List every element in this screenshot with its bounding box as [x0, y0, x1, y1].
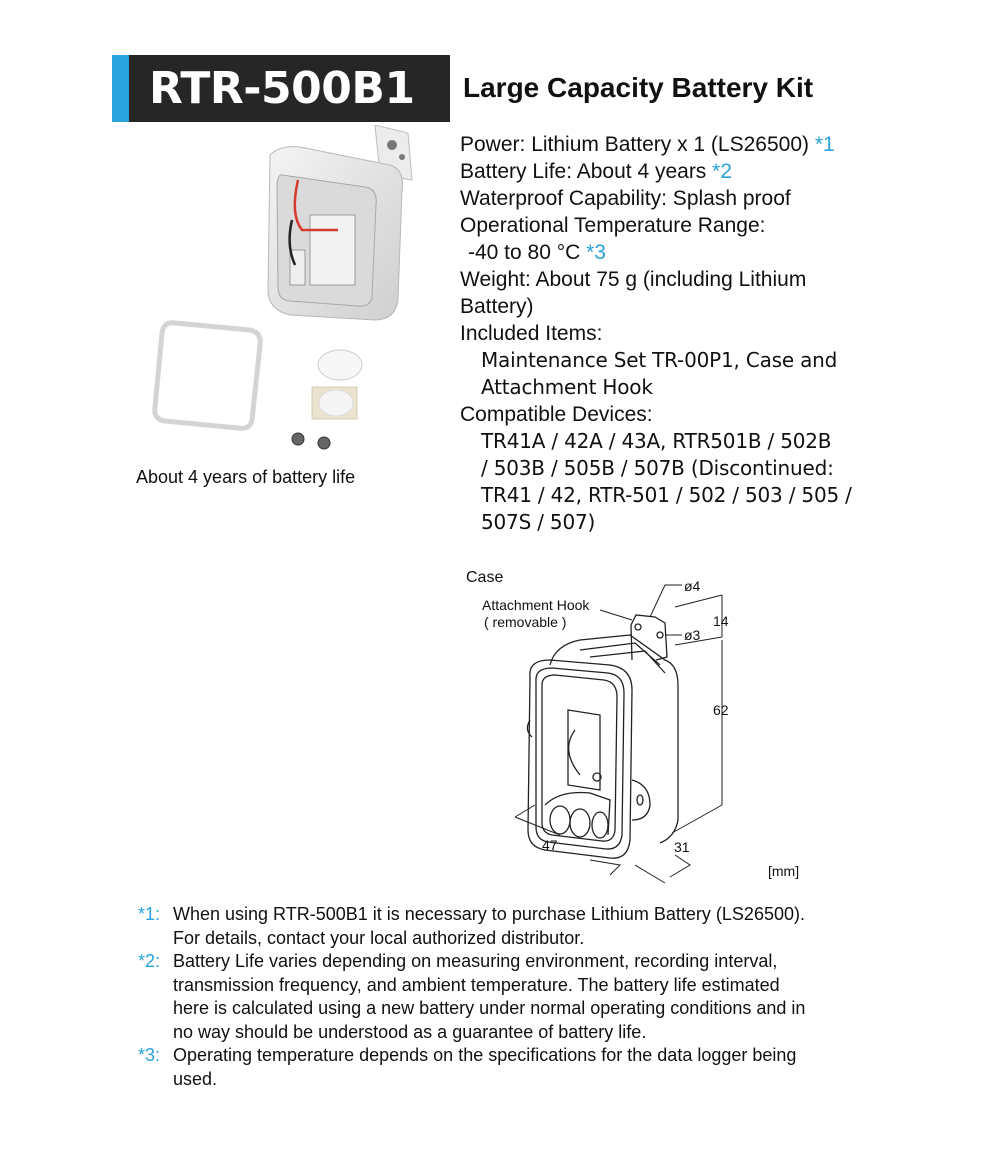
spec-weight-cont: Battery) [460, 295, 534, 318]
spec-compatible-line: 507S / 507) [481, 510, 596, 534]
spec-included-value-cont: Attachment Hook [481, 375, 653, 399]
footnote-line: used. [173, 1068, 218, 1089]
footnote-ref-3: *3 [586, 241, 606, 264]
footnote-ref-1: *1 [814, 133, 835, 156]
spec-included-value: Maintenance Set TR-00P1, Case and [481, 348, 838, 372]
case-line-drawing-icon [460, 565, 810, 885]
hook-label-note: ( removable ) [484, 614, 567, 630]
dim-hook: 14 [713, 613, 729, 629]
footnote-1 [138, 903, 898, 950]
footnote-line: no way should be understood as a guarantee of battery life. [173, 1021, 647, 1042]
spec-waterproof: Waterproof Capability: Splash proof [460, 187, 791, 210]
footnotes [138, 903, 898, 1091]
diagram-title: Case [466, 569, 504, 586]
footnote-line: Operating temperature depends on the specifications for the data logger being [173, 1045, 797, 1065]
footnote-3 [138, 1044, 898, 1091]
footnote-line: here is calculated using a new battery under normal operating conditions and in [173, 998, 806, 1018]
footnote-ref-2: *2 [712, 160, 733, 183]
hook-label: Attachment Hook [482, 597, 590, 613]
spec-battery-life: Battery Life: About 4 years *2 [460, 160, 733, 183]
hole-dim-small: ø3 [684, 627, 701, 643]
model-number: RTR-500B1 [149, 63, 415, 114]
photo-caption: About 4 years of battery life [136, 467, 356, 487]
spec-compatible-line: / 503B / 505B / 507B (Discontinued: [481, 456, 834, 480]
footnote-line: For details, contact your local authorized distributor. [173, 927, 585, 948]
footnote-mark: *1: [138, 904, 161, 924]
spec-list [460, 131, 880, 536]
model-banner-accent [112, 55, 129, 122]
spec-temp-value: -40 to 80 °C *3 [468, 241, 606, 264]
footnote-line: transmission frequency, and ambient temperature. The battery life estimated [173, 974, 780, 995]
spec-included-label: Included Items: [460, 322, 603, 345]
footnote-line: Battery Life varies depending on measuring environment, recording interval, [173, 951, 778, 971]
footnote-line: When using RTR-500B1 it is necessary to purchase Lithium Battery (LS26500). [173, 904, 805, 924]
spec-compatible-line: TR41 / 42, RTR-501 / 502 / 503 / 505 / [481, 483, 852, 507]
footnote-2 [138, 950, 898, 1044]
spec-compatible-label: Compatible Devices: [460, 403, 653, 426]
model-banner [112, 55, 450, 122]
spec-temp-label: Operational Temperature Range: [460, 214, 766, 237]
dim-depth: 31 [674, 839, 690, 855]
case-dimension-diagram [460, 565, 810, 885]
spec-power: Power: Lithium Battery x 1 (LS26500) *1 [460, 133, 835, 156]
spec-compatible-line: TR41A / 42A / 43A, RTR501B / 502B [481, 429, 832, 453]
product-title: Large Capacity Battery Kit [463, 72, 814, 103]
battery-kit-photo-icon [140, 125, 420, 455]
dim-height: 62 [713, 702, 729, 718]
spec-weight: Weight: About 75 g (including Lithium [460, 268, 807, 291]
hole-dim-large: ø4 [684, 578, 701, 594]
dim-width: 47 [542, 837, 558, 853]
footnote-mark: *2: [138, 951, 161, 971]
unit-label: [mm] [768, 863, 800, 879]
product-photo [140, 125, 420, 455]
footnote-mark: *3: [138, 1045, 161, 1065]
